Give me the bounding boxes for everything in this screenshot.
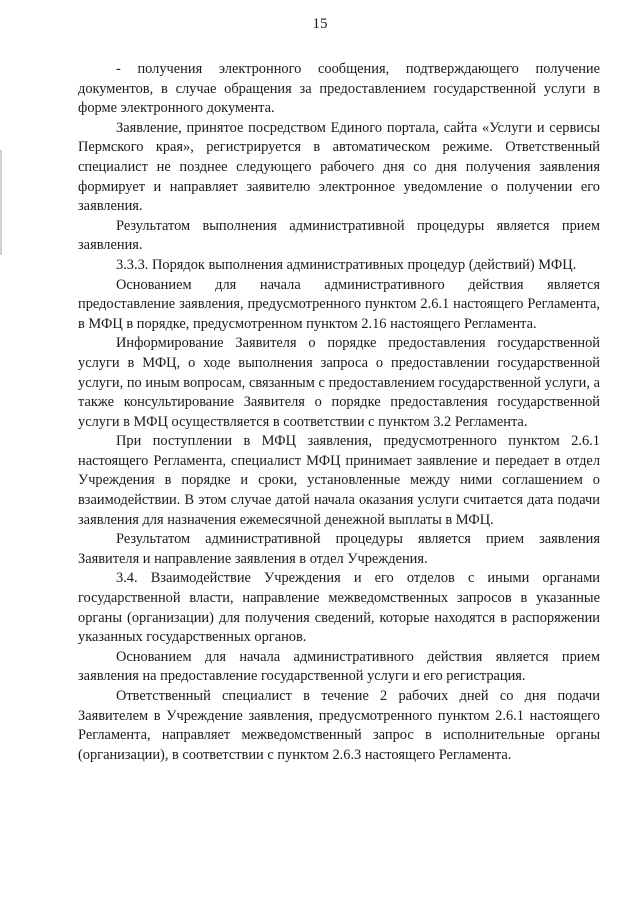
paragraph-interagency-request: Ответственный специалист в течение 2 рабочих дней со дня подачи Заявителем в Учреждение заявления, предусмотренного пунктом 2.6.1 настоящего Регламента, направляет межведомственный запрос в исполнительные органы (организации), в соответствии с пунктом 2.6.3 настоящего Регламента.: [78, 688, 600, 763]
paragraph-application-portal: Заявление, принятое посредством Единого портала, сайта «Услуги и сервисы Пермского края», регистрируется в автоматическом режиме. Ответственный специалист не позднее следующего рабочего дня со дня получения заявления формирует и направляет заявителю электронное уведомление о получении его заявления.: [78, 119, 600, 215]
paragraph-section-3-4: 3.4. Взаимодействие Учреждения и его отделов с иными органами государственной власти, направление межведомственных запросов в указанные органы (организации) для получения сведений, которые находятся в распоряжении указанных государственных органов.: [78, 570, 600, 646]
paragraph-receipt-message: - получения электронного сообщения, подтверждающего получение документов, в случае обращения за предоставлением государственной услуги в форме электронного документа.: [78, 61, 600, 117]
paragraph-informing: Информирование Заявителя о порядке предоставления государственной услуги в МФЦ, о ходе выполнения запроса о предоставлении государственной услуги, по иным вопросам, связанным с предоставлением государственной услуги, а также консультирование Заявителя о порядке предоставления государственной услуги в МФЦ осуществляется в соответствии с пунктом 3.2 Регламента.: [78, 335, 600, 430]
paragraph-basis-registration: Основанием для начала административного действия является прием заявления на предоставление государственной услуги и его регистрация.: [78, 648, 600, 685]
scan-edge-mark: [0, 150, 2, 255]
paragraph-result-receipt: Результатом выполнения административной процедуры является прием заявления.: [78, 217, 600, 254]
paragraph-mfc-receipt: При поступлении в МФЦ заявления, предусмотренного пунктом 2.6.1 настоящего Регламента, специалист МФЦ принимает заявление и передает в отдел Учреждения в порядке и сроки, установленные между ними соглашением о взаимодействии. В этом случае датой начала оказания услуги считается дата подачи заявления для назначения ежемесячной денежной выплаты в МФЦ.: [78, 433, 600, 528]
document-body: [78, 60, 600, 765]
paragraph-basis-mfc: Основанием для начала административного действия является предоставление заявления, предусмотренного пунктом 2.6.1 настоящего Регламента, в МФЦ в порядке, предусмотренном пунктом 2.16 настоящего Регламента.: [78, 276, 600, 332]
page-number: 15: [312, 16, 328, 32]
paragraph-result-mfc: Результатом административной процедуры является прием заявления Заявителя и направление заявления в отдел Учреждения.: [78, 531, 600, 567]
paragraph-section-3-3-3: 3.3.3. Порядок выполнения административных процедур (действий) МФЦ.: [116, 256, 577, 273]
